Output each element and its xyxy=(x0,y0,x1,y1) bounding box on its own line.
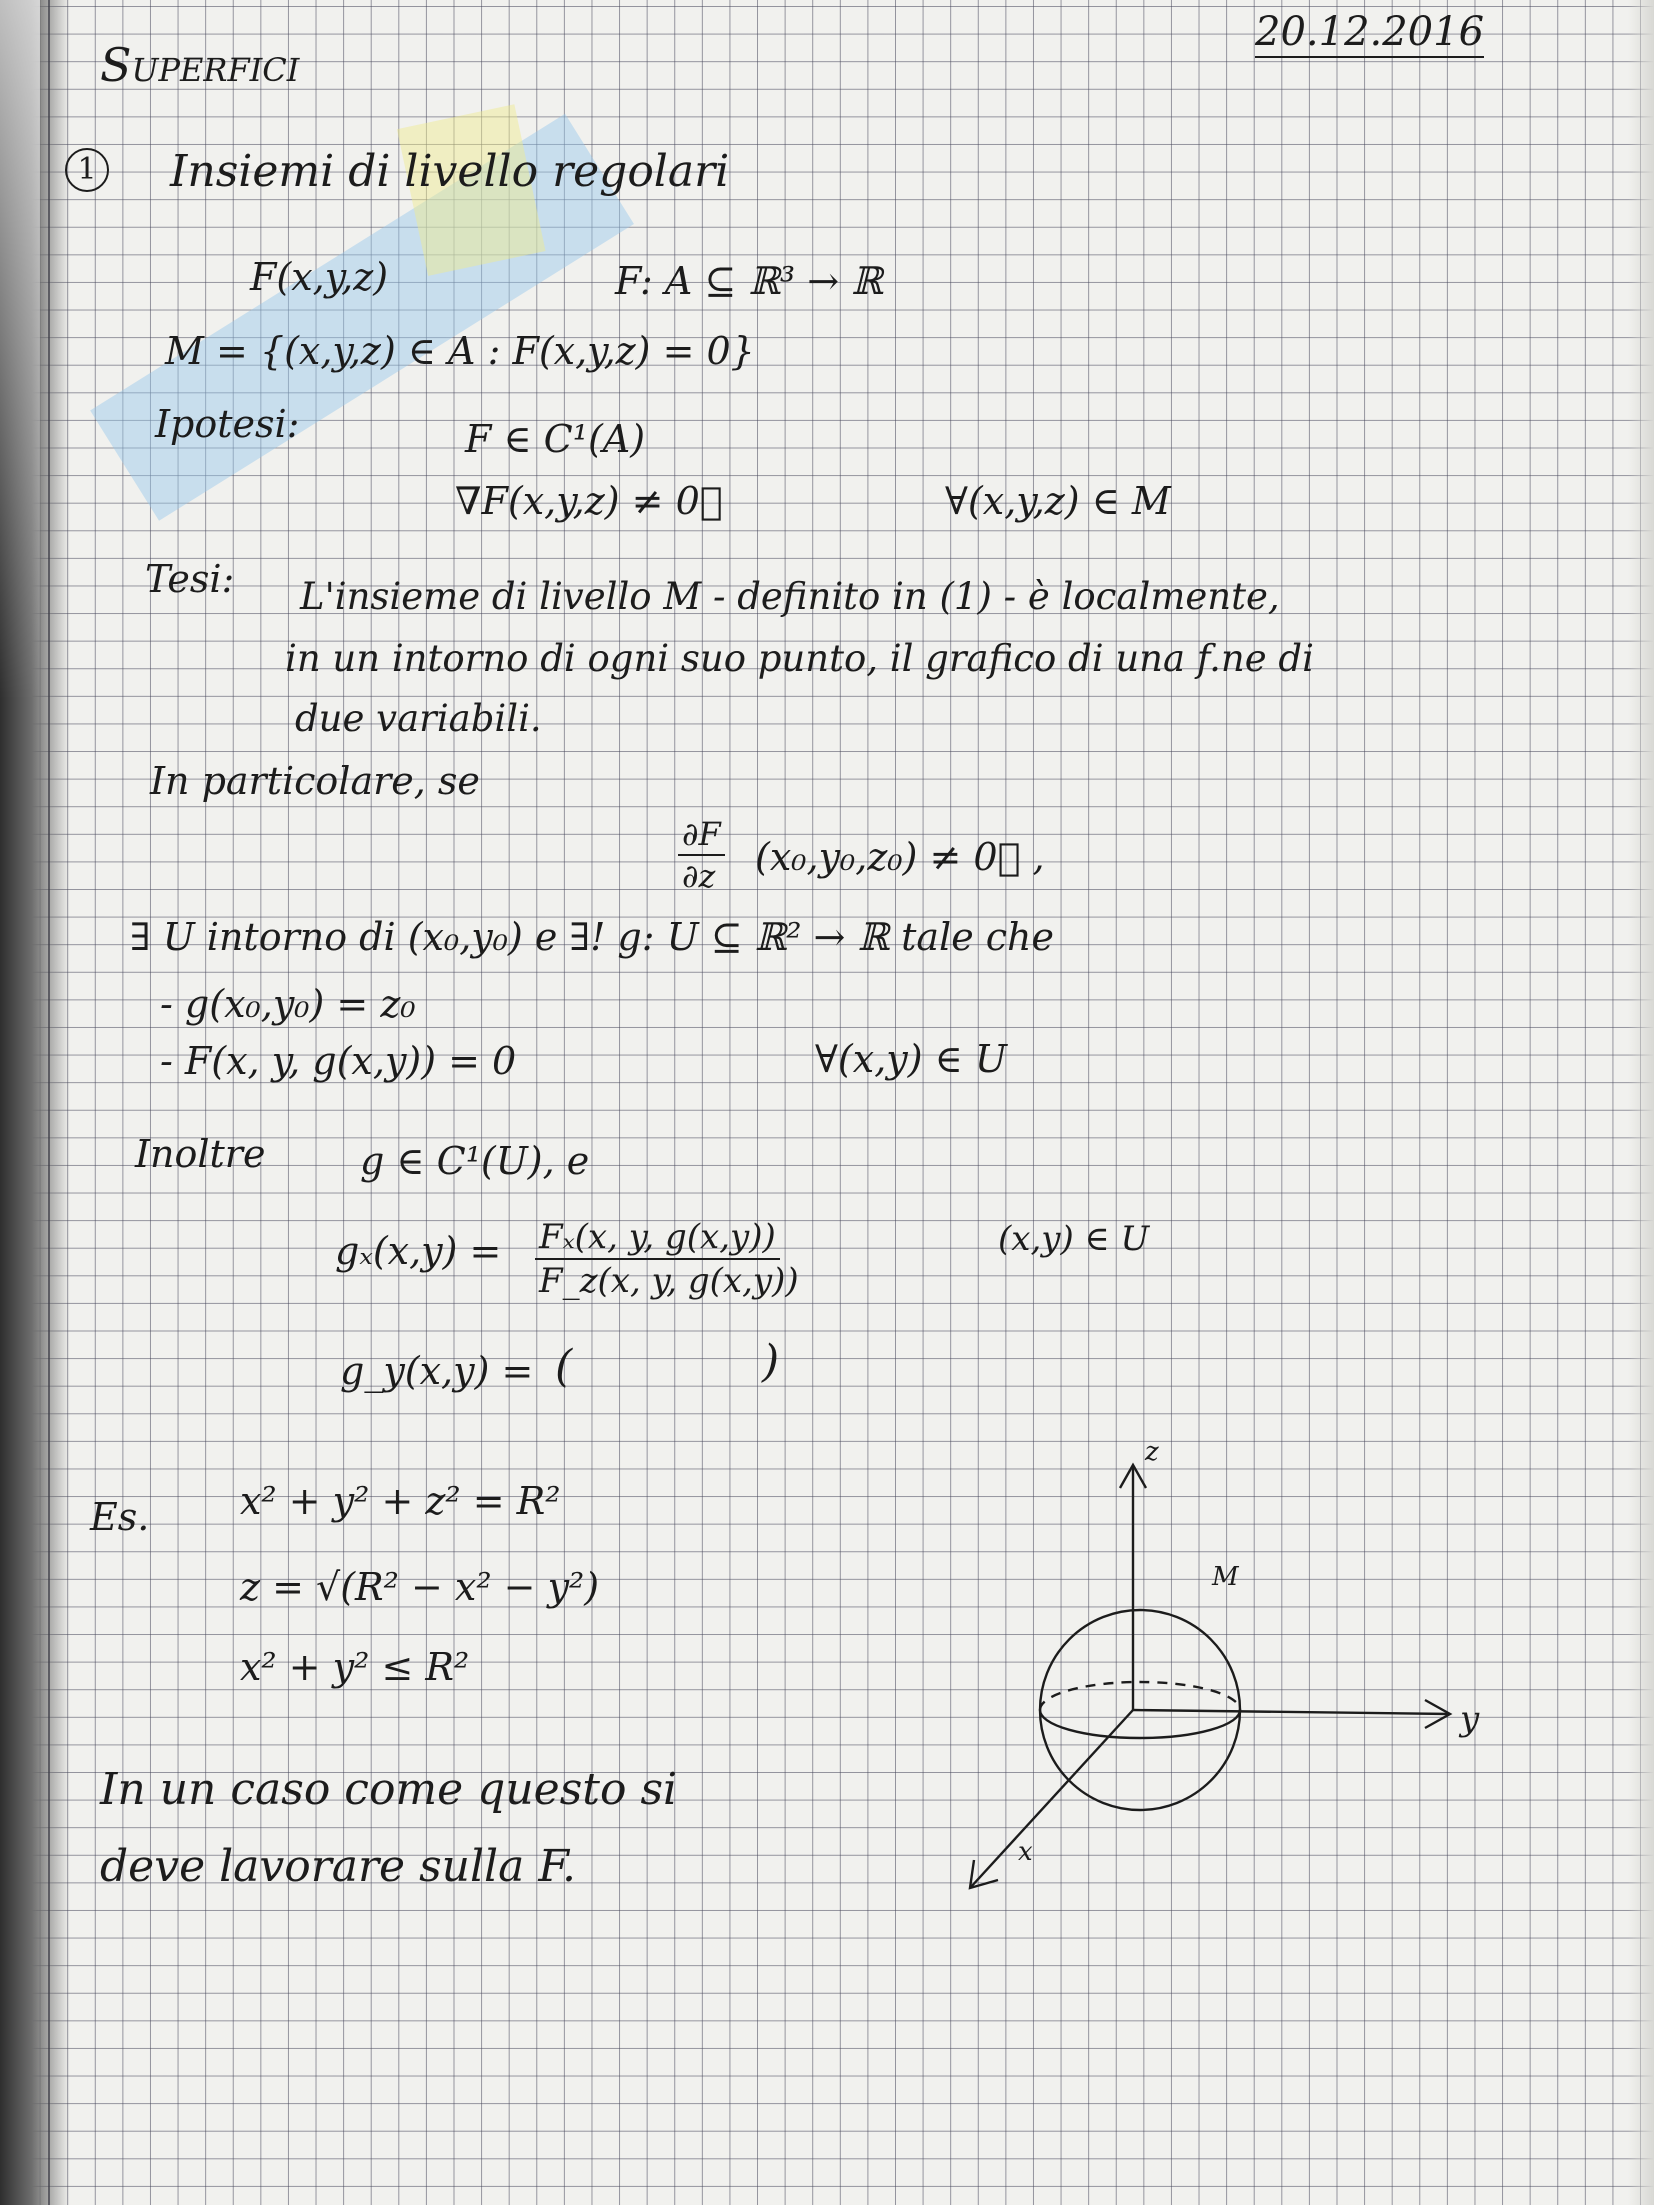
example-eq-disk: x² + y² ≤ R² xyxy=(240,1645,470,1689)
axis-x-label: x xyxy=(1018,1837,1033,1867)
hypotheses-label: Ipotesi: xyxy=(155,402,300,446)
thesis-line-2: in un intorno di ogni suo punto, il grafico di una f.ne di xyxy=(285,637,1314,680)
level-set-def: M = {(x,y,z) ∈ A : F(x,y,z) = 0} xyxy=(165,329,755,373)
sphere-sketch xyxy=(940,1430,1500,1900)
sphere-equator-back xyxy=(1040,1682,1240,1710)
thesis-line-3: due variabili. xyxy=(295,697,542,740)
thesis-label: Tesi: xyxy=(145,557,235,601)
particular-intro: In particolare, se xyxy=(150,759,480,803)
example-note-1: In un caso come questo si xyxy=(100,1764,678,1815)
date: 20.12.2016 xyxy=(1255,12,1484,58)
g-class: g ∈ C¹(U), e xyxy=(360,1139,590,1183)
hypothesis-c1: F ∈ C¹(A) xyxy=(465,417,646,461)
example-note-2: deve lavorare sulla F. xyxy=(100,1841,577,1892)
thesis-line-1: L'insieme di livello M - definito in (1) - è localmente, xyxy=(300,575,1280,618)
gy-open-paren: ( xyxy=(555,1341,573,1392)
sphere-equator-front xyxy=(1040,1710,1240,1738)
gy-close-paren: ) xyxy=(762,1336,780,1387)
gy-lhs: g_y(x,y) = xyxy=(340,1349,534,1393)
moreover-intro: Inoltre xyxy=(135,1132,266,1176)
margin-line xyxy=(48,0,50,2205)
condition-1: - g(x₀,y₀) = z₀ xyxy=(160,982,416,1026)
partial-derivative-fraction xyxy=(678,815,725,895)
example-eq-sphere: x² + y² + z² = R² xyxy=(240,1479,561,1523)
hypothesis-gradient: ∇F(x,y,z) ≠ 0⃗ xyxy=(455,479,723,523)
existence-statement: ∃ U intorno di (x₀,y₀) e ∃! g: U ⊆ ℝ² → ℝ tale che xyxy=(130,915,1055,959)
example-eq-graph: z = √(R² − x² − y²) xyxy=(240,1565,600,1609)
condition-2-range: ∀(x,y) ∈ U xyxy=(815,1037,1007,1081)
example-label: Es. xyxy=(90,1495,150,1539)
page-left-glare xyxy=(0,0,40,700)
surface-label: M xyxy=(1212,1562,1239,1592)
gx-lhs: gₓ(x,y) = xyxy=(335,1229,502,1273)
y-axis xyxy=(1133,1710,1450,1714)
gx-denominator: F_z(x, y, g(x,y)) xyxy=(539,1261,799,1301)
partial-derivative-denominator: ∂z xyxy=(682,857,716,895)
section-number: 1 xyxy=(65,148,109,192)
partial-derivative-point: (x₀,y₀,z₀) ≠ 0⃗ , xyxy=(755,835,1045,879)
function-def: F(x,y,z) xyxy=(250,255,389,299)
section-title: Insiemi di livello regolari xyxy=(170,146,730,197)
gx-numerator: Fₓ(x, y, g(x,y)) xyxy=(535,1220,780,1260)
partial-derivative-numerator: ∂F xyxy=(678,818,725,856)
page-right-edge xyxy=(1628,0,1654,2205)
gx-condition: (x,y) ∈ U xyxy=(998,1219,1150,1259)
page-title: Superfici xyxy=(100,38,300,92)
gx-fraction xyxy=(535,1217,803,1301)
hypothesis-gradient-cond: ∀(x,y,z) ∈ M xyxy=(945,479,1171,523)
function-domain: F: A ⊆ ℝ³ → ℝ xyxy=(615,259,883,303)
axis-z-label: z xyxy=(1145,1437,1159,1467)
condition-2: - F(x, y, g(x,y)) = 0 xyxy=(160,1039,517,1083)
axis-y-label: y xyxy=(1460,1699,1480,1739)
